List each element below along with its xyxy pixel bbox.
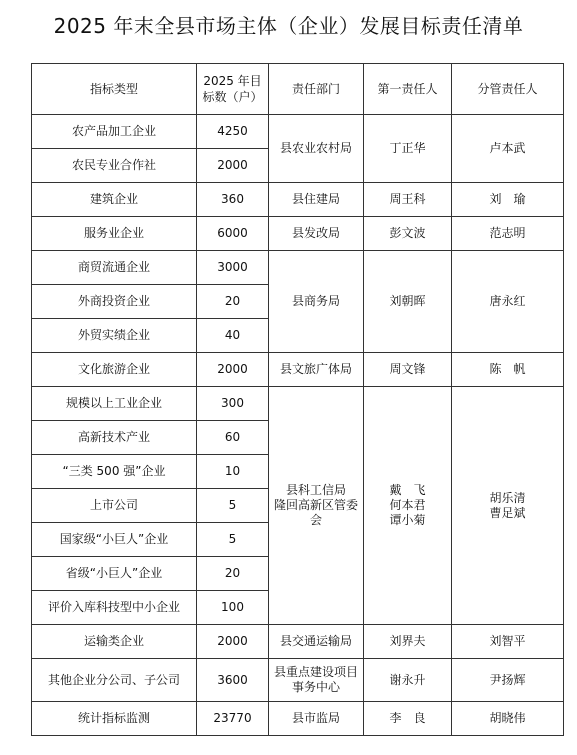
- charge-responsible-cell: 尹扬辉: [452, 659, 564, 702]
- header-charge-responsible: 分管责任人: [452, 64, 564, 115]
- responsibility-table: [31, 63, 564, 736]
- table-row: [32, 625, 564, 659]
- department-cell: 县发改局: [269, 217, 364, 251]
- first-responsible-cell: 丁正华: [364, 115, 452, 183]
- category-cell: 外商投资企业: [32, 285, 197, 319]
- category-cell: 外贸实绩企业: [32, 319, 197, 353]
- first-responsible-cell: 刘界夫: [364, 625, 452, 659]
- target-cell: 3000: [197, 251, 269, 285]
- department-cell: 县交通运输局: [269, 625, 364, 659]
- target-cell: 5: [197, 489, 269, 523]
- first-responsible-cell: 戴 飞 何本君 谭小菊: [364, 387, 452, 625]
- target-cell: 4250: [197, 115, 269, 149]
- category-cell: 规模以上工业企业: [32, 387, 197, 421]
- target-cell: 23770: [197, 702, 269, 736]
- category-cell: 上市公司: [32, 489, 197, 523]
- table-row: [32, 387, 564, 421]
- department-cell: 县文旅广体局: [269, 353, 364, 387]
- department-cell: 县农业农村局: [269, 115, 364, 183]
- charge-responsible-cell: 唐永红: [452, 251, 564, 353]
- department-cell: 县科工信局 隆回高新区管委会: [269, 387, 364, 625]
- table-row: [32, 251, 564, 285]
- charge-responsible-cell: 刘智平: [452, 625, 564, 659]
- charge-responsible-cell: 胡晓伟: [452, 702, 564, 736]
- category-cell: 农产品加工企业: [32, 115, 197, 149]
- first-responsible-cell: 周文锋: [364, 353, 452, 387]
- table-row: [32, 217, 564, 251]
- target-cell: 6000: [197, 217, 269, 251]
- category-cell: 运输类企业: [32, 625, 197, 659]
- table-row: [32, 659, 564, 702]
- table-row: [32, 183, 564, 217]
- header-department: 责任部门: [269, 64, 364, 115]
- category-cell: 文化旅游企业: [32, 353, 197, 387]
- charge-responsible-cell: 陈 帆: [452, 353, 564, 387]
- target-cell: 2000: [197, 625, 269, 659]
- charge-responsible-cell: 胡乐清 曹足斌: [452, 387, 564, 625]
- target-cell: 40: [197, 319, 269, 353]
- category-cell: 建筑企业: [32, 183, 197, 217]
- target-cell: 2000: [197, 149, 269, 183]
- category-cell: 评价入库科技型中小企业: [32, 591, 197, 625]
- first-responsible-cell: 刘朝晖: [364, 251, 452, 353]
- target-cell: 300: [197, 387, 269, 421]
- first-responsible-cell: 彭文波: [364, 217, 452, 251]
- target-cell: 100: [197, 591, 269, 625]
- target-cell: 20: [197, 285, 269, 319]
- table-row: [32, 702, 564, 736]
- target-cell: 10: [197, 455, 269, 489]
- target-cell: 3600: [197, 659, 269, 702]
- first-responsible-cell: 谢永升: [364, 659, 452, 702]
- first-responsible-cell: 周王科: [364, 183, 452, 217]
- target-cell: 2000: [197, 353, 269, 387]
- department-cell: 县商务局: [269, 251, 364, 353]
- table-row: [32, 115, 564, 149]
- header-row: [32, 64, 564, 115]
- category-cell: “三类 500 强”企业: [32, 455, 197, 489]
- header-target: 2025 年目标数（户）: [197, 64, 269, 115]
- category-cell: 服务业企业: [32, 217, 197, 251]
- category-cell: 其他企业分公司、子公司: [32, 659, 197, 702]
- target-cell: 60: [197, 421, 269, 455]
- category-cell: 高新技术产业: [32, 421, 197, 455]
- department-cell: 县市监局: [269, 702, 364, 736]
- category-cell: 省级“小巨人”企业: [32, 557, 197, 591]
- header-first-responsible: 第一责任人: [364, 64, 452, 115]
- category-cell: 统计指标监测: [32, 702, 197, 736]
- target-cell: 360: [197, 183, 269, 217]
- header-category: 指标类型: [32, 64, 197, 115]
- category-cell: 商贸流通企业: [32, 251, 197, 285]
- target-cell: 20: [197, 557, 269, 591]
- page-title: 2025 年末全县市场主体（企业）发展目标责任清单: [53, 14, 524, 38]
- category-cell: 国家级“小巨人”企业: [32, 523, 197, 557]
- charge-responsible-cell: 刘 瑜: [452, 183, 564, 217]
- first-responsible-cell: 李 良: [364, 702, 452, 736]
- charge-responsible-cell: 卢本武: [452, 115, 564, 183]
- table-row: [32, 353, 564, 387]
- category-cell: 农民专业合作社: [32, 149, 197, 183]
- department-cell: 县重点建设项目事务中心: [269, 659, 364, 702]
- target-cell: 5: [197, 523, 269, 557]
- department-cell: 县住建局: [269, 183, 364, 217]
- charge-responsible-cell: 范志明: [452, 217, 564, 251]
